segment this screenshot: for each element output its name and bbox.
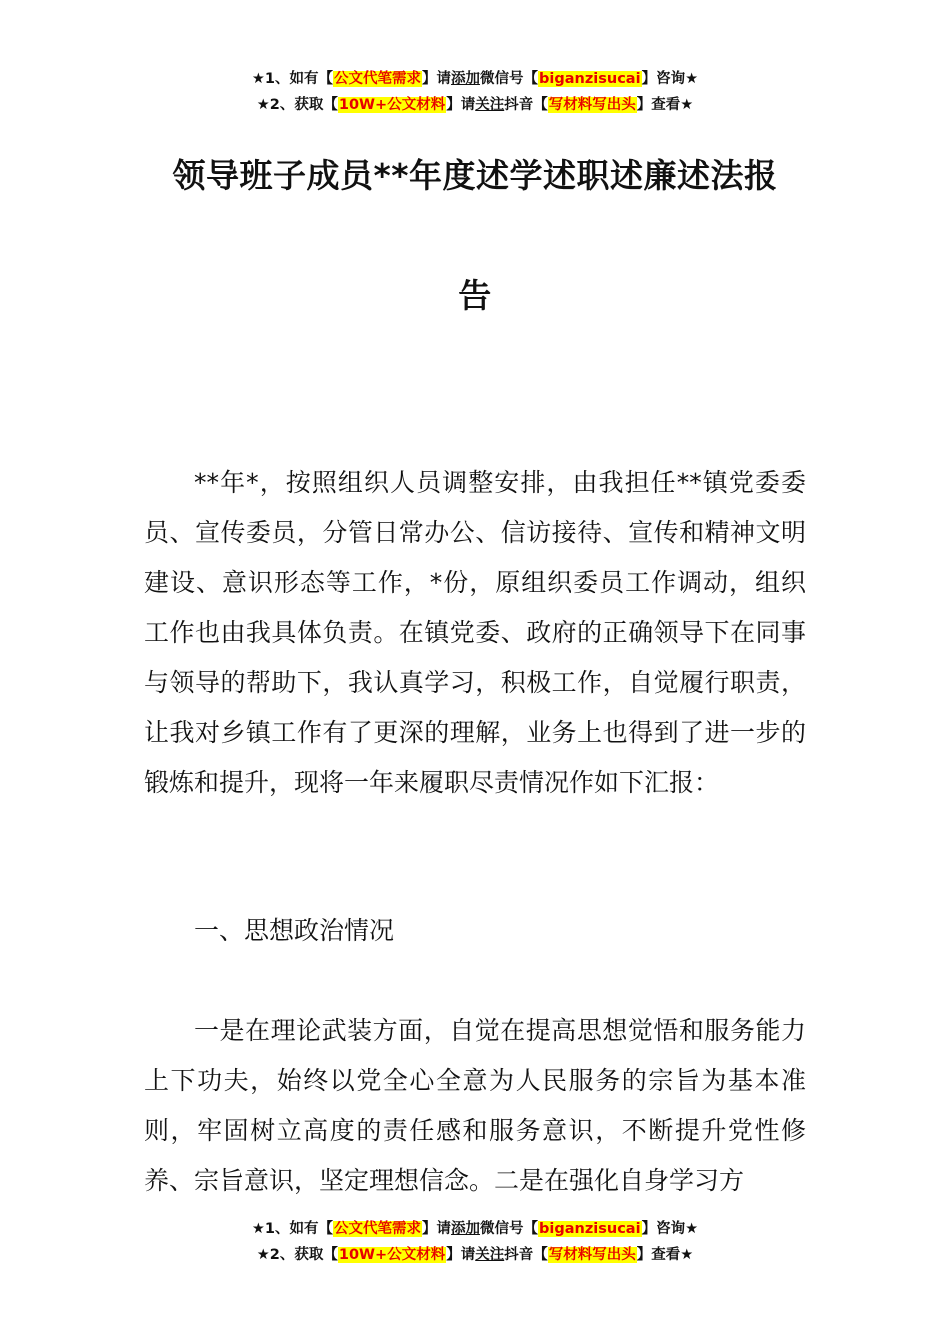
promo-highlight: 公文代笔需求 <box>334 71 422 87</box>
promo-text: 】请 <box>446 97 476 113</box>
promo-text: 微信号【 <box>480 1221 539 1237</box>
promo-text: 】查看★ <box>636 97 694 113</box>
promo-text: ★1、如有【 <box>251 1221 334 1237</box>
promo-highlight: biganzisucai <box>539 71 641 87</box>
promo-highlight: 写材料写出头 <box>548 1247 636 1263</box>
section-paragraph: 一是在理论武装方面，自觉在提高思想觉悟和服务能力上下功夫，始终以党全心全意为人民服务的宗旨为基本准则，牢固树立高度的责任感和服务意识，不断提升党性修养、宗旨意识，坚定理想信念。二是在强化自身学习方 <box>144 1016 806 1195</box>
promo-underline: 添加 <box>451 71 481 87</box>
document-title-line-1: 领导班子成员**年度述学述职述廉述法报 <box>172 156 778 195</box>
promo-text: 微信号【 <box>480 71 539 87</box>
promo-text: 】查看★ <box>636 1247 694 1263</box>
promo-underline: 关注 <box>475 1247 505 1263</box>
promo-banner-bottom <box>0 1216 950 1268</box>
promo-highlight: biganzisucai <box>539 1221 641 1237</box>
promo-underline: 添加 <box>451 1221 481 1237</box>
promo-text: ★1、如有【 <box>251 71 334 87</box>
promo-line-1 <box>0 1216 950 1242</box>
promo-line-2 <box>0 1242 950 1268</box>
promo-text: 】咨询★ <box>641 1221 699 1237</box>
promo-text: 抖音【 <box>504 1247 548 1263</box>
promo-highlight: 公文代笔需求 <box>334 1221 422 1237</box>
promo-text: ★2、获取【 <box>256 1247 338 1263</box>
promo-text: 抖音【 <box>504 97 548 113</box>
promo-text: 】请 <box>446 1247 476 1263</box>
promo-highlight: 写材料写出头 <box>548 97 636 113</box>
document-title-line-2: 告 <box>458 276 492 315</box>
promo-highlight: 10W+公文材料 <box>338 97 446 113</box>
promo-text: ★2、获取【 <box>256 97 338 113</box>
section-heading: 一、思想政治情况 <box>194 916 395 945</box>
promo-line-2 <box>0 92 950 118</box>
promo-text: 】请 <box>422 71 452 87</box>
promo-banner-top <box>0 66 950 118</box>
promo-line-1 <box>0 66 950 92</box>
promo-underline: 关注 <box>475 97 505 113</box>
intro-paragraph: **年*，按照组织人员调整安排，由我担任**镇党委委员、宣传委员，分管日常办公、信访接待、宣传和精神文明建设、意识形态等工作，*份，原组织委员工作调动，组织工作也由我具体负责。在镇党委、政府的正确领导下在同事与领导的帮助下，我认真学习，积极工作，自觉履行职责，让我对乡镇工作有了更深的理解，业务上也得到了进一步的锻炼和提升，现将一年来履职尽责情况作如下汇报： <box>144 468 806 797</box>
promo-highlight: 10W+公文材料 <box>338 1247 446 1263</box>
promo-text: 】请 <box>422 1221 452 1237</box>
promo-text: 】咨询★ <box>641 71 699 87</box>
